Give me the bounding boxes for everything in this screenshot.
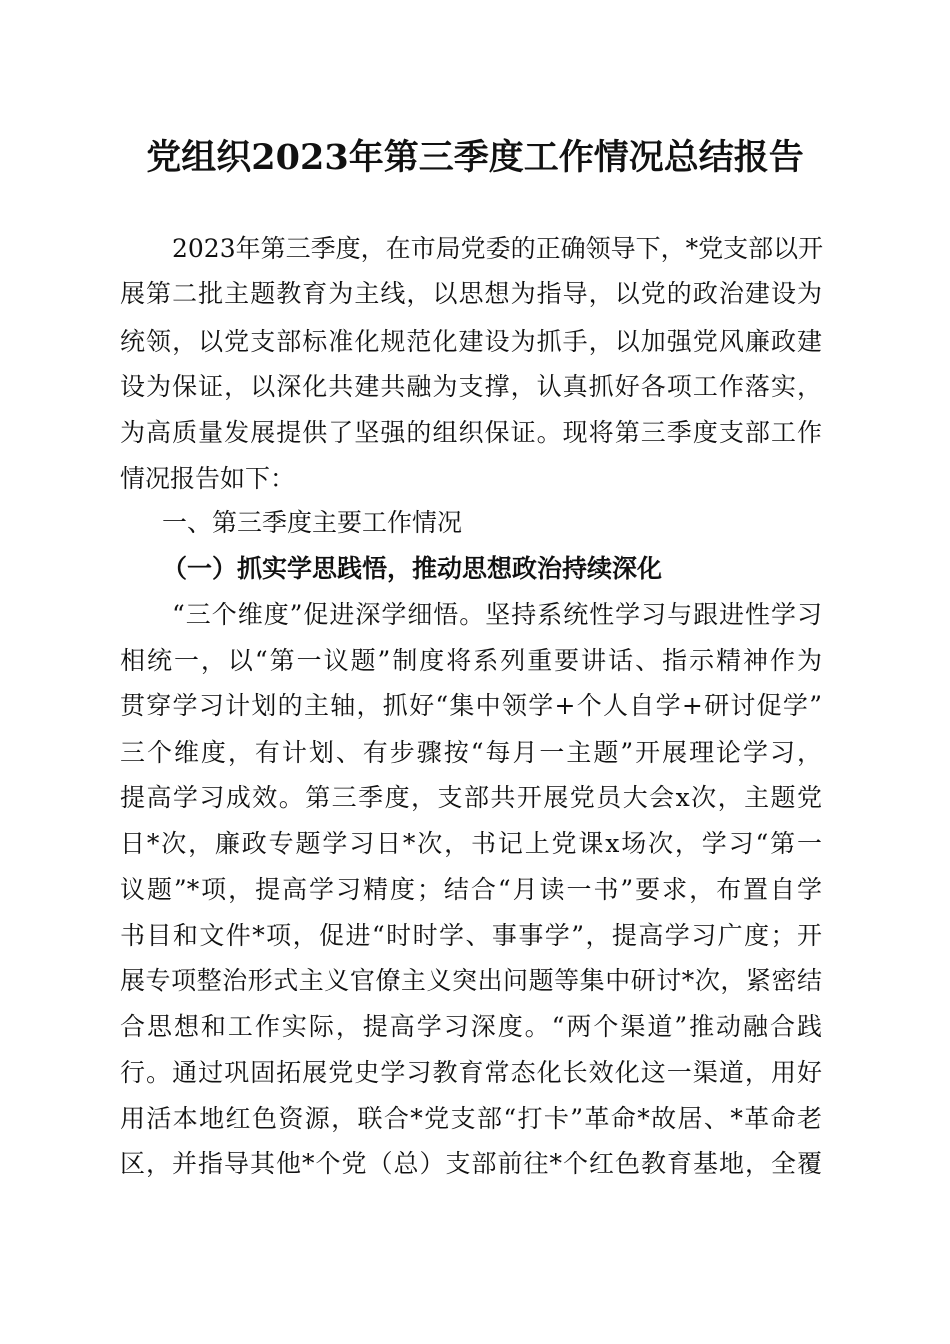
body-line-6: 日*次，廉政专题学习日*次，书记上党课x场次，学习“第一 (120, 829, 822, 858)
subsection-heading-1: （一）抓实学思践悟，推动思想政治持续深化 (162, 554, 663, 583)
body-line-9: 展专项整治形式主义官僚主义突出问题等集中研讨*次，紧密结 (120, 966, 822, 995)
intro-line-6: 情况报告如下： (120, 464, 296, 493)
section-heading-1: 一、第三季度主要工作情况 (162, 508, 463, 537)
intro-line-1: 2023年第三季度，在市局党委的正确领导下，*党支部以开 (172, 234, 824, 263)
intro-line-2: 展第二批主题教育为主线，以思想为指导，以党的政治建设为 (120, 279, 822, 308)
body-line-5: 提高学习成效。第三季度，支部共开展党员大会x次，主题党 (120, 783, 822, 812)
body-line-8: 书目和文件*项，促进“时时学、事事学”，提高学习广度；开 (120, 921, 822, 950)
intro-line-3: 统领，以党支部标准化规范化建设为抓手，以加强党风廉政建 (120, 327, 822, 356)
body-line-10: 合思想和工作实际，提高学习深度。“两个渠道”推动融合践 (120, 1012, 822, 1041)
document-title: 党组织2023年第三季度工作情况总结报告 (146, 137, 804, 178)
body-line-7: 议题”*项，提高学习精度；结合“月读一书”要求，布置自学 (120, 875, 822, 904)
body-line-13: 区，并指导其他*个党（总）支部前往*个红色教育基地，全覆 (120, 1149, 822, 1178)
body-line-12: 用活本地红色资源，联合*党支部“打卡”革命*故居、*革命老 (120, 1104, 822, 1133)
body-line-2: 相统一，以“第一议题”制度将系列重要讲话、指示精神作为 (120, 646, 822, 675)
body-line-4: 三个维度，有计划、有步骤按“每月一主题”开展理论学习， (120, 738, 822, 767)
body-line-1: “三个维度”促进深学细悟。坚持系统性学习与跟进性学习 (172, 600, 822, 629)
body-line-11: 行。通过巩固拓展党史学习教育常态化长效化这一渠道，用好 (120, 1058, 822, 1087)
body-line-3: 贯穿学习计划的主轴，抓好“集中领学+个人自学+研讨促学” (120, 691, 822, 720)
intro-line-4: 设为保证，以深化共建共融为支撑，认真抓好各项工作落实， (120, 372, 822, 401)
intro-line-5: 为高质量发展提供了坚强的组织保证。现将第三季度支部工作 (120, 418, 822, 447)
